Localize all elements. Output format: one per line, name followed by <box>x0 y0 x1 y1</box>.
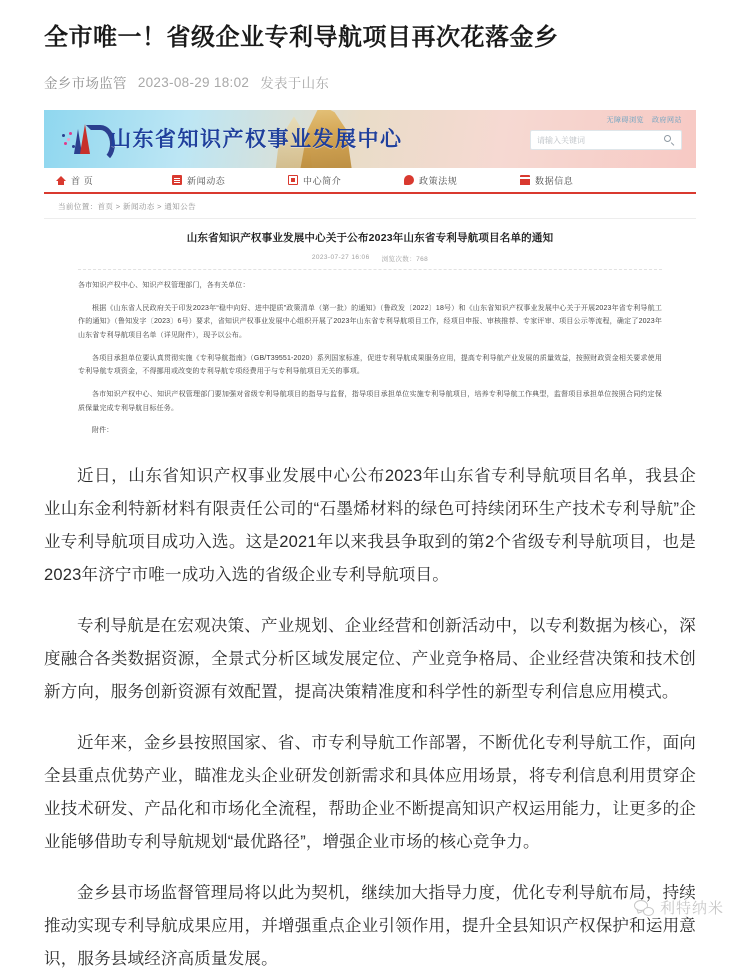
notice-attachment-label: 附件： <box>92 427 114 435</box>
notice-paragraph: 各市知识产权中心、知识产权管理部门要加强对省级专利导航项目的指导与监督，指导项目承担单位实施专利导航项目，培养专利导航工作典型，监督项目承担单位按照合同约定保质保量完成专利导航目标任务。 <box>78 390 662 412</box>
nav-item-data-label: 数据信息 <box>535 175 574 186</box>
notice-meta <box>78 254 662 263</box>
byline-account[interactable]: 金乡市场监管 <box>44 76 127 92</box>
site-name: 山东省知识产权事业发展中心 <box>110 128 403 152</box>
article-paragraph: 近年来，金乡县按照国家、省、市专利导航工作部署，不断优化专利导航工作，面向全县重点优势产业，瞄准龙头企业研发创新需求和具体应用场景，将专利信息利用贯穿企业技术研发、产品化和市场化全流程，帮助企业不断提高知识产权运用能力，让更多的企业能够借助专利导航规划“最优路径”，增强企业市场的核心竞争力。 <box>44 734 696 852</box>
site-nav <box>44 168 696 194</box>
article-paragraph: 金乡县市场监督管理局将以此为契机，继续加大指导力度，优化专利导航布局，持续推动实现专利导航成果应用，并增强重点企业引领作用，提升全县知识产权保护和运用意识，服务县域经济高质量发展。 <box>44 884 696 969</box>
nav-item-news[interactable] <box>172 174 288 187</box>
watermark-text: 利特纳米 <box>659 900 724 917</box>
data-icon <box>520 175 530 185</box>
byline <box>44 72 696 92</box>
nav-item-policy[interactable] <box>404 174 520 187</box>
nav-item-intro[interactable] <box>288 174 404 187</box>
policy-icon <box>404 175 414 185</box>
link-gov-site[interactable]: 政府网站 <box>652 117 682 125</box>
notice-views: 浏览次数：768 <box>381 256 429 264</box>
notice-divider <box>78 269 662 270</box>
nav-item-news-label: 新闻动态 <box>187 175 226 186</box>
search-input-placeholder[interactable]: 请输入关键词 <box>537 135 585 145</box>
notice-paragraph: 各项目承担单位要认真贯彻实施《专利导航指南》（GB/T39551-2020）系列国家标准，促进专利导航成果服务应用，提高专利导航产业发展的质量效益，按照财政资金相关要求使用专利导航专项资金，不得挪用或改变的专利导航专项经费用于与专利导航项目无关的事项。 <box>78 354 662 376</box>
notice-paragraph: 各市知识产权中心、知识产权管理部门，各有关单位： <box>78 282 250 290</box>
search-icon[interactable] <box>664 135 675 146</box>
article-container <box>0 22 740 976</box>
home-icon <box>56 175 66 185</box>
page-title: 全市唯一！省级企业专利导航项目再次花落金乡 <box>44 24 559 51</box>
byline-location: 发表于山东 <box>260 76 330 92</box>
nav-item-policy-label: 政策法规 <box>419 175 458 186</box>
nav-item-intro-label: 中心简介 <box>303 175 342 186</box>
news-icon <box>172 175 182 185</box>
embedded-screenshot-image[interactable] <box>44 110 696 440</box>
byline-timestamp: 2023-08-29 18:02 <box>137 74 250 90</box>
article-paragraph: 近日，山东省知识产权事业发展中心公布2023年山东省专利导航项目名单，我县企业山东金利特新材料有限责任公司的“石墨烯材料的绿色可持续闭环生产技术专利导航”企业专利导航项目成功入选。这是2021年以来我县争取到的第2个省级专利导航项目，也是2023年济宁市唯一成功入选的省级企业专利导航项目。 <box>44 467 696 585</box>
notice-paragraph: 根据《山东省人民政府关于印发2023年“稳中向好、进中提质”政策清单（第一批）的通知》（鲁政发〔2022〕18号）和《山东省知识产权事业发展中心关于开展2023年省专利导航工作的通知》（鲁知发字〔2023〕6号）要求，省知识产权事业发展中心组织开展了2023年山东省专利导航项目工作，经项目申报、审核推荐、专家评审、项目公示等流程，确定了2023年山东省专利导航项目名单（详见附件），现予以公布。 <box>78 304 662 340</box>
article-body <box>44 460 696 976</box>
site-logo-icon <box>66 122 108 156</box>
search-box[interactable] <box>530 130 682 150</box>
site-header <box>44 110 696 168</box>
breadcrumb: 当前位置：首页 > 新闻动态 > 通知公告 <box>44 194 696 219</box>
article-paragraph: 专利导航是在宏观决策、产业规划、企业经营和创新活动中，以专利数据为核心，深度融合各类数据资源，全景式分析区域发展定位、产业竞争格局、企业经营决策和技术创新方向，服务创新资源有效配置，提高决策精准度和科学性的新型专利信息应用模式。 <box>44 617 696 702</box>
info-icon <box>288 175 298 185</box>
link-accessibility[interactable]: 无障碍浏览 <box>606 117 644 125</box>
header-top-links <box>607 115 683 125</box>
nav-item-home[interactable] <box>56 174 172 187</box>
notice-document <box>44 219 696 438</box>
notice-title: 山东省知识产权事业发展中心关于公布2023年山东省专利导航项目名单的通知 <box>186 232 554 245</box>
nav-item-home-label: 首 页 <box>71 175 94 186</box>
nav-item-data[interactable] <box>520 174 636 187</box>
notice-date: 2023-07-27 16:06 <box>311 254 370 262</box>
